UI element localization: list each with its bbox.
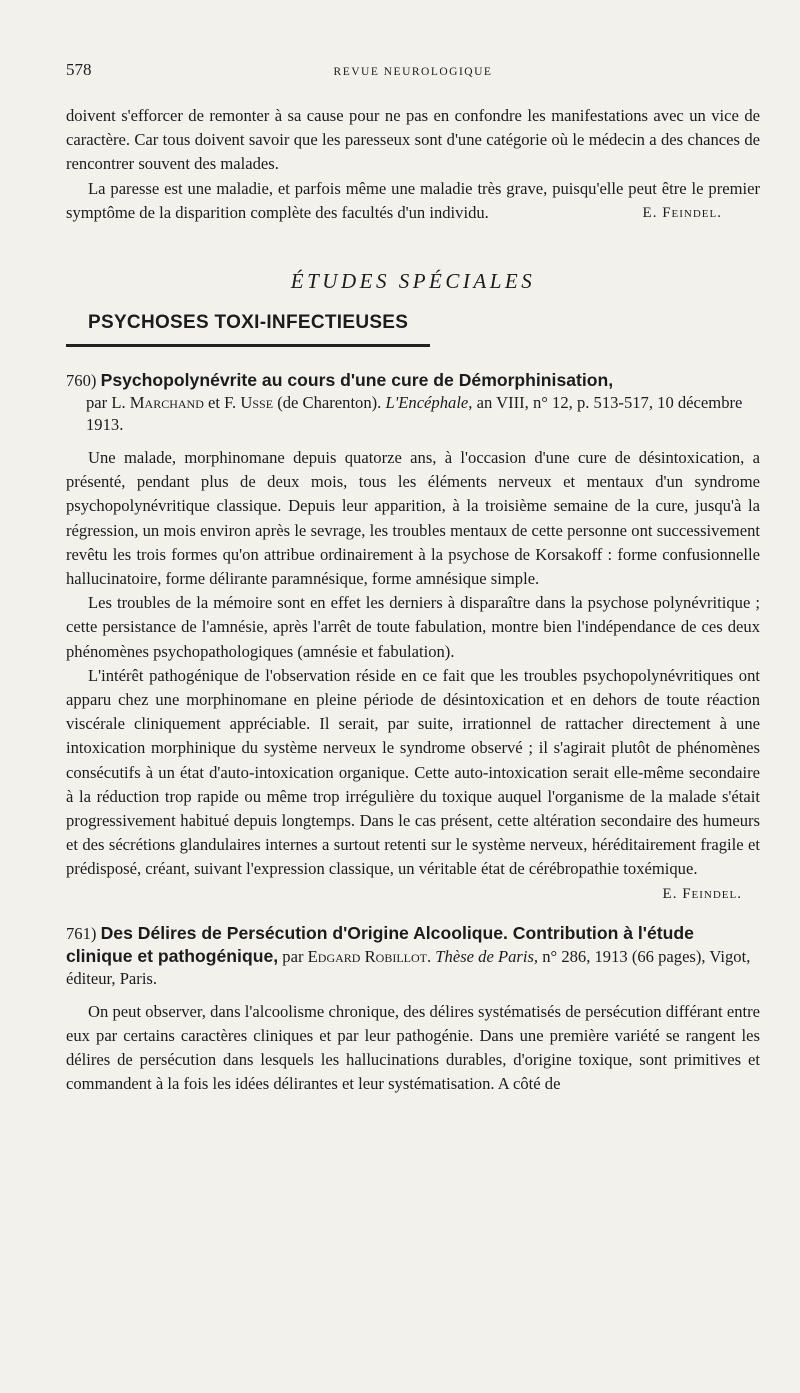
citation-and: et F.: [208, 393, 237, 413]
entry-number: 761): [66, 923, 97, 943]
entry-header: [66, 369, 760, 436]
page-number: 578: [66, 60, 92, 79]
citation-author: Edgard Robillot.: [307, 946, 432, 966]
intro-text: [66, 104, 760, 225]
citation-details: an VIII, n° 12, p. 513-517, 10 décembre 1913.: [86, 393, 743, 435]
entry-paragraph: Les troubles de la mémoire sont en effet les derniers à disparaître dans la psychose polynévritique ; cette persistance de l'amnésie, après l'arrêt de toute fabulation, montre bien l'indépendance de ces deux phénomènes psychopathologiques (amnésie et fabulation).: [66, 593, 760, 661]
entry-paragraph: Une malade, morphinomane depuis quatorze ans, à l'occasion d'une cure de désintoxication, a présenté, pendant plus de deux mois, tous les éléments nerveux et mentaux d'un syndrome psychopolynévritique classique. Depuis leur apparition, à la troisième semaine de la cure, jusqu'à la régression, un mois environ après le sevrage, les troubles mentaux de cette personne ont successivement revêtu les trois formes qu'on attribue ordinairement à la psychose de Korsakoff : forme confusionnelle hallucinatoire, forme délirante paramnésique, forme amnésique simple.: [66, 448, 760, 589]
intro-signature: E. Feindel.: [642, 204, 722, 221]
entry-body: [66, 1000, 760, 1097]
entry-paragraph: On peut observer, dans l'alcoolisme chronique, des délires systématisés de persécution différant entre eux par certains caractères cliniques et par leur pathogénie. Dans une première variété se rangent les délires de persécution dans lesquels les hallucinations durables, d'origine toxique, sont primitives et commandent à la fois les idées délirantes et leur systématisation. A côté de: [66, 1001, 760, 1094]
citation-details: n° 286, 1913 (66 pages), Vigot, éditeur, Paris.: [66, 946, 751, 988]
entry-paragraph: L'intérêt pathogénique de l'observation réside en ce fait que les troubles psychopolynévritiques ont apparu chez une morphinomane en pleine période de désintoxication et en dehors de toute réaction viscérale cliniquement appréciable. Il serait, par suite, irrationnel de rattacher directement à une intoxication morphinique du système nerveux le syndrome observé ; il s'agirait plutôt de phénomènes consécutifs à un état d'auto-intoxication organique. Cette auto-intoxication serait elle-même secondaire à la réduction trop rapide ou même trop irrégulière du toxique auquel l'organisme de la malade s'était progressivement habitué depuis longtemps. Dans le cas présent, cette altération secondaire des humeurs et des sécrétions glandulaires internes a surtout retenti sur le système nerveux, héréditairement fragile et prédisposé, créant, suivant l'expression classique, un véritable état de cérébropathie toxémique.: [66, 665, 760, 879]
citation-author: Marchand: [129, 393, 204, 413]
intro-paragraph-text: La paresse est une maladie, et parfois même une maladie très grave, puisqu'elle peut être le premier symptôme de la disparition complète des facultés d'un individu.: [66, 178, 760, 222]
section-heading: ÉTUDES SPÉCIALES: [290, 269, 536, 294]
rubric-block: [66, 312, 760, 347]
rubric-rule: [66, 344, 430, 347]
intro-paragraph: doivent s'efforcer de remonter à sa cause pour ne pas en confondre les manifestations avec un vice de caractère. Car tous doivent savoir que les paresseux sont d'une catégorie où le médecin a des chances de rencontrer souvent des malades.: [66, 106, 760, 174]
entry-header: [66, 922, 760, 990]
citation-by: par L.: [86, 393, 126, 413]
journal-title: REVUE NEUROLOGIQUE: [333, 66, 493, 78]
citation-author: Usse: [240, 393, 274, 413]
entry-citation: [66, 392, 760, 436]
intro-paragraph: [66, 177, 760, 225]
entry-title: Psychopolynévrite au cours d'une cure de Démorphinisation,: [100, 370, 614, 391]
rubric-title: PSYCHOSES TOXI-INFECTIEUSES: [88, 312, 409, 334]
entry-761: [66, 922, 760, 1097]
running-head: [66, 60, 760, 90]
citation-by: par: [282, 946, 304, 966]
citation-place: (de Charenton).: [277, 393, 382, 413]
citation-journal: Thèse de Paris,: [435, 946, 539, 966]
entry-title: Des Délires de Persécution d'Origine Alcoolique. Contribution à l'étude clinique et pathogénique,: [66, 922, 694, 966]
document-page: [66, 60, 760, 1096]
citation-journal: L'Encéphale,: [385, 393, 473, 413]
entry-number: 760): [66, 371, 97, 391]
entry-body: [66, 446, 760, 906]
entry-signature: E. Feindel.: [662, 885, 742, 902]
entry-760: [66, 369, 760, 906]
